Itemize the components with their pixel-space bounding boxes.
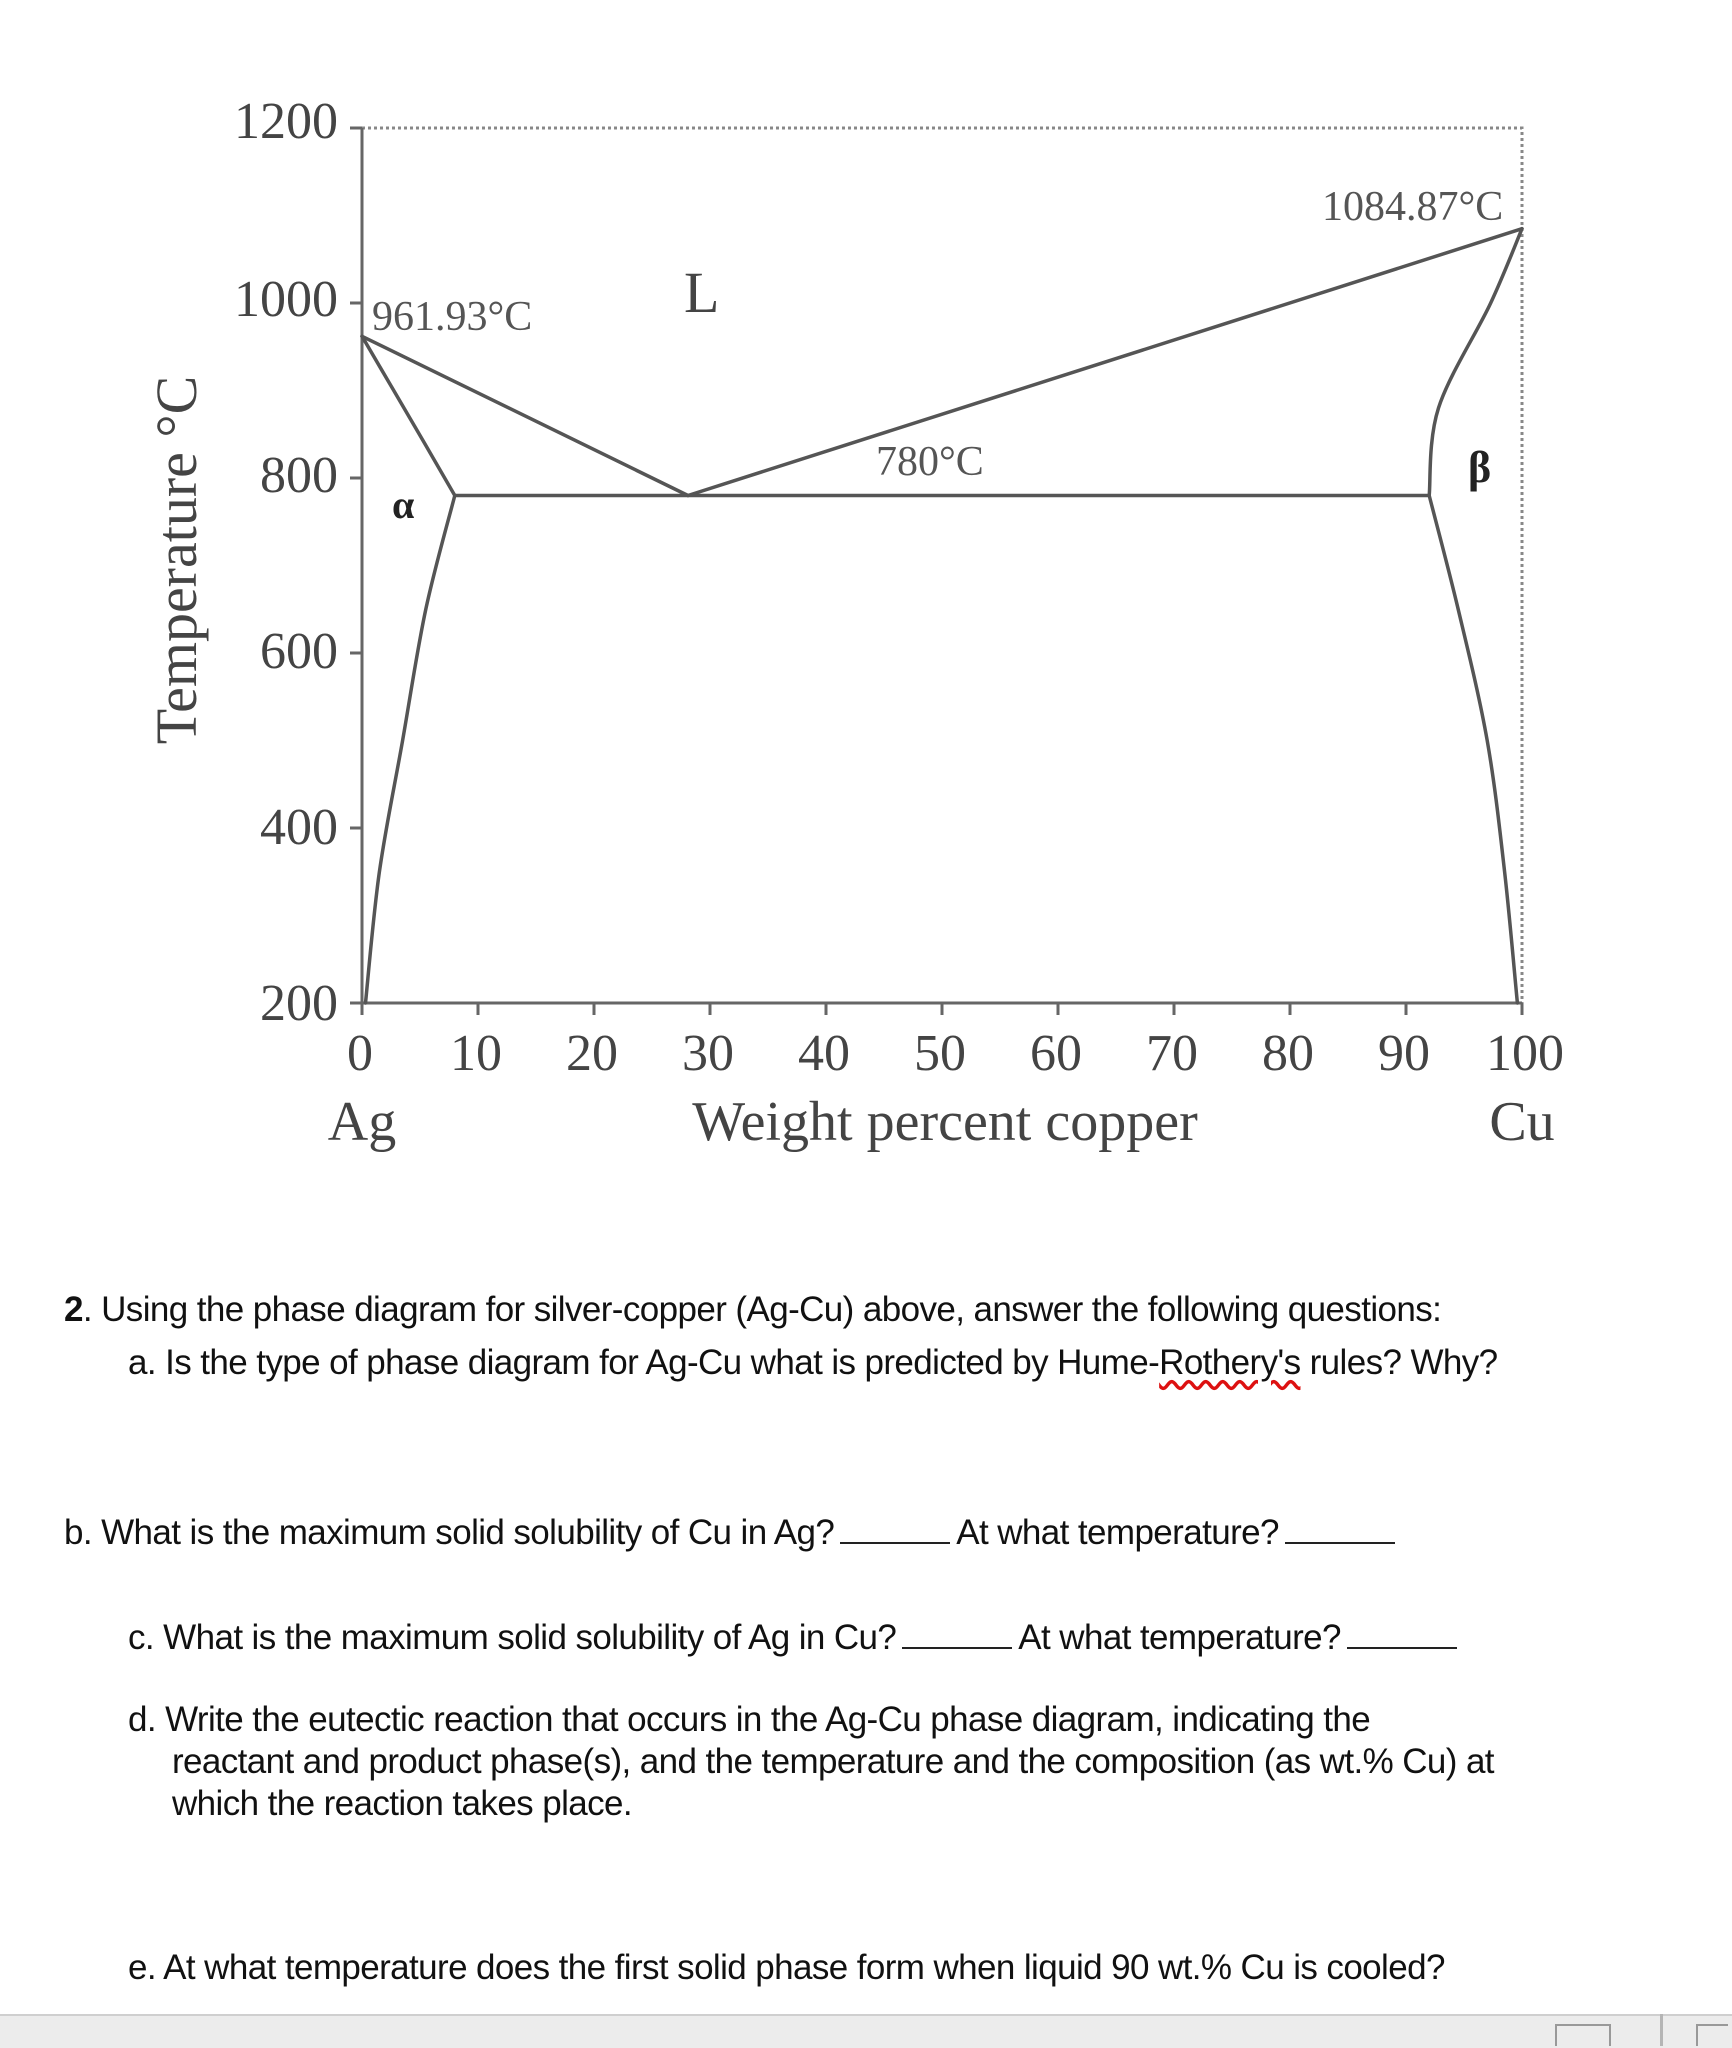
phase-boundaries [362,229,1522,1003]
x-end-label-cu: Cu [1489,1091,1555,1153]
liquidus-left-line [362,336,688,495]
question-c [128,1617,1463,1658]
ag-melting-point-label: 961.93°C [372,294,533,340]
y-tick-label: 400 [260,799,338,856]
x-axis-title: Weight percent copper [692,1091,1198,1153]
x-tick-label: 40 [798,1025,850,1082]
y-tick-label: 200 [260,975,338,1032]
question-d-line-3: which the reaction takes place. [172,1784,633,1823]
question-b-text: b. What is the maximum solid solubility of Cu in Ag? [64,1513,835,1552]
status-bar [0,2014,1732,2048]
question-a-end: rules? Why? [1300,1343,1498,1382]
x-tick-label: 70 [1146,1025,1198,1082]
y-axis-title: Temperature °C [144,375,209,745]
question-number: 2 [64,1290,83,1329]
x-tick-label: 90 [1378,1025,1430,1082]
y-tick-label: 1000 [234,271,338,328]
liquidus-right-line [688,229,1522,496]
question-b-temp: At what temperature? [956,1513,1279,1552]
x-tick-label: 60 [1030,1025,1082,1082]
alpha-solvus-curve [366,496,455,1004]
liquid-region-label: L [684,260,720,325]
beta-solvus-curve [1429,496,1517,1004]
x-tick-label: 100 [1486,1025,1564,1082]
y-tick-label: 800 [260,447,338,504]
cu-melting-point-label: 1084.87°C [1322,184,1504,230]
question-e: e. At what temperature does the first solid phase form when liquid 90 wt.% Cu is cooled? [128,1948,1445,1987]
question-d-line-1: d. Write the eutectic reaction that occurs in the Ag-Cu phase diagram, indicating the [128,1700,1371,1739]
x-tick-label: 20 [566,1025,618,1082]
question-a [128,1343,1498,1383]
answer-blank[interactable] [840,1512,950,1544]
x-tick-label: 10 [450,1025,502,1082]
x-tick-label: 50 [914,1025,966,1082]
question-d-line-2: reactant and product phase(s), and the temperature and the composition (as wt.% Cu) at [172,1742,1494,1781]
y-tick-label: 1200 [234,93,338,150]
misspelled-word: Rothery's [1159,1343,1301,1382]
question-b [64,1512,1401,1553]
question-a-start: a. Is the type of phase diagram for Ag-Cu what is predicted by Hume- [128,1343,1160,1382]
question-c-temp: At what temperature? [1018,1618,1341,1657]
answer-blank[interactable] [902,1617,1012,1649]
answer-blank[interactable] [1285,1512,1395,1544]
plot-frame [362,128,1522,1003]
beta-region-label: β [1468,443,1492,492]
plot-border [362,128,1522,1003]
axis-ticks [350,128,1522,1015]
x-tick-label: 80 [1262,1025,1314,1082]
status-bar-divider [1660,2014,1663,2046]
question-2-intro [64,1290,1441,1330]
eutectic-temp-label: 780°C [876,439,984,485]
x-end-label-ag: Ag [327,1091,397,1153]
question-2-text: . Using the phase diagram for silver-copper (Ag-Cu) above, answer the following questions: [82,1290,1442,1329]
view-icon[interactable] [1696,2024,1728,2046]
x-tick-label: 30 [682,1025,734,1082]
alpha-region-label: α [392,482,415,527]
layout-icon[interactable] [1555,2024,1611,2046]
question-c-text: c. What is the maximum solid solubility of Ag in Cu? [128,1618,897,1657]
x-tick-label: 0 [347,1025,373,1082]
answer-blank[interactable] [1347,1617,1457,1649]
y-tick-label: 600 [260,623,338,680]
